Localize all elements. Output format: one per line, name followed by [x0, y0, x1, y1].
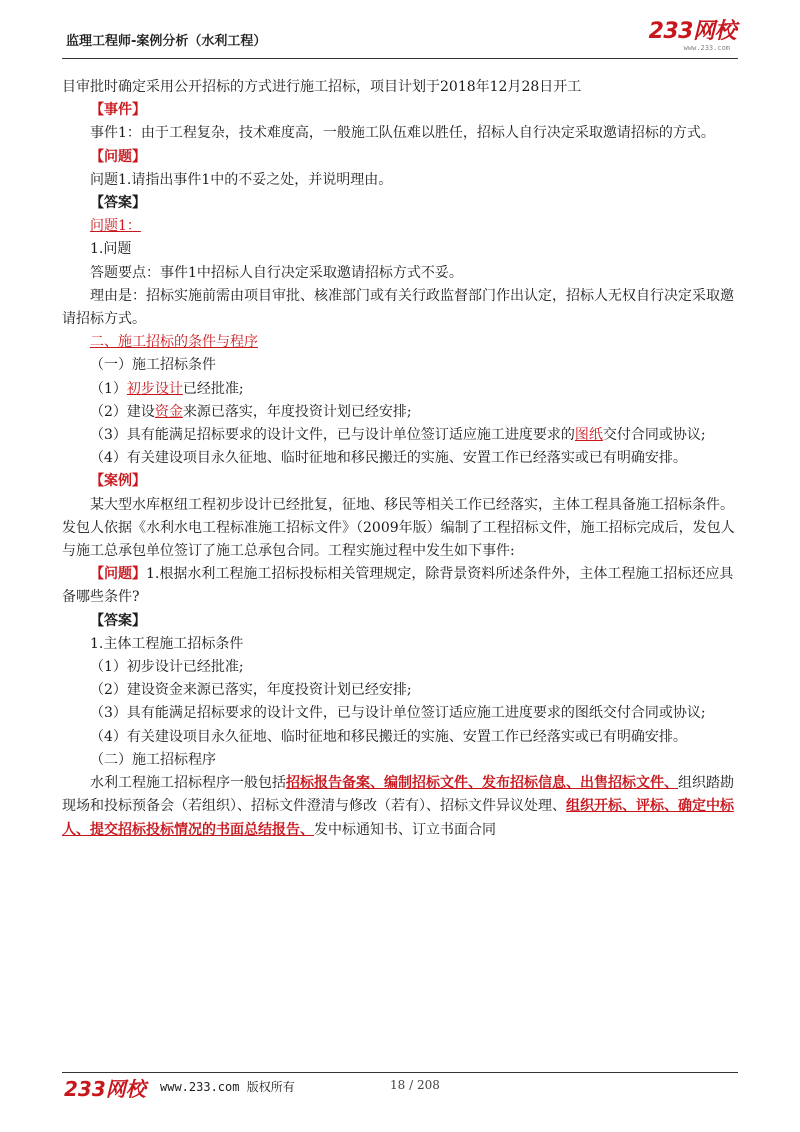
page-header	[62, 18, 738, 59]
keyword-link[interactable]: 图纸	[574, 427, 603, 444]
subsection-heading: （二）施工招标程序	[90, 751, 216, 768]
paragraph-text: 发中标通知书、订立书面合同	[314, 821, 496, 838]
list-item: （2）建设资金来源已落实，年度投资计划已经安排;	[90, 682, 412, 699]
section-tag	[62, 192, 738, 215]
section-tag	[62, 610, 738, 633]
logo-url: www.233.com	[683, 44, 730, 52]
paragraph: 事件1：由于工程复杂，技术难度高，一般施工队伍难以胜任，招标人自行决定采取邀请招标的方式。	[90, 125, 715, 142]
section-title: 二、施工招标的条件与程序	[90, 334, 258, 351]
list-text: （2）建设	[90, 403, 155, 420]
paragraph: 1.主体工程施工招标条件	[90, 635, 244, 652]
paragraph	[62, 563, 738, 609]
logo-text: 233网校	[648, 19, 736, 44]
list-item	[62, 378, 738, 401]
footer-copyright: www.233.com 版权所有	[160, 1080, 295, 1094]
section-tag	[62, 146, 738, 169]
list-item: （3）具有能满足招标要求的设计文件，已与设计单位签订适应施工进度要求的图纸交付合同或协议;	[90, 705, 706, 722]
page-number: 18 / 208	[390, 1078, 440, 1092]
list-text: （1）	[90, 380, 127, 397]
tag-case: 【案例】	[90, 473, 146, 490]
list-item: （4）有关建设项目永久征地、临时征地和移民搬迁的实施、安置工作已经落实或已有明确安排。	[90, 728, 687, 745]
paragraph	[62, 772, 738, 842]
paragraph: 目审批时确定采用公开招标的方式进行施工招标，项目计划于2018年12月28日开工	[62, 79, 582, 95]
brand-logo[interactable]	[649, 20, 736, 52]
footer-logo[interactable]: 233网校	[64, 1077, 146, 1101]
paragraph: 问题1.请指出事件1中的不妥之处，并说明理由。	[90, 171, 393, 188]
subsection-heading: （一）施工招标条件	[90, 357, 216, 374]
list-text: （3）具有能满足招标要求的设计文件，已与设计单位签订适应施工进度要求的	[90, 427, 575, 444]
keyword-link[interactable]: 资金	[154, 403, 183, 420]
list-text: 来源已落实，年度投资计划已经安排;	[182, 403, 412, 420]
tag-question: 【问题】	[90, 148, 146, 165]
document-body	[62, 76, 738, 842]
keyword-link[interactable]: 初步设计	[126, 380, 183, 397]
list-item	[62, 424, 738, 447]
list-item: （4）有关建设项目永久征地、临时征地和移民搬迁的实施、安置工作已经落实或已有明确安排。	[90, 450, 687, 467]
paragraph-text: 组织踏勘现场和投标预备会（若组织）、招标文件澄清与修改（若有）、招标文件异议处理、	[62, 775, 734, 815]
list-text: 交付合同或协议;	[602, 427, 706, 444]
tag-answer: 【答案】	[90, 612, 146, 629]
answer-label: 问题1：	[90, 218, 141, 235]
tag-answer: 【答案】	[90, 195, 146, 212]
paragraph	[62, 215, 738, 238]
section-tag	[62, 470, 738, 493]
section-tag	[62, 99, 738, 122]
paragraph-text: 水利工程施工招标程序一般包括	[90, 775, 286, 792]
page-footer	[62, 1072, 738, 1103]
section-heading	[62, 331, 738, 354]
paragraph: 答题要点：事件1中招标人自行决定采取邀请招标方式不妥。	[90, 264, 463, 281]
paragraph: 1.问题	[90, 241, 132, 258]
document-title: 监理工程师-案例分析（水利工程）	[66, 34, 267, 49]
tag-question: 【问题】	[90, 566, 146, 583]
keyword-link[interactable]: 组织开标、评标、确定中标人、提交招标投标情况的书面总结报告、	[62, 798, 734, 838]
list-text: 已经批准;	[182, 380, 244, 397]
keyword-link[interactable]: 招标报告备案、编制招标文件、发布招标信息、出售招标文件、	[286, 775, 678, 792]
paragraph: 理由是：招标实施前需由项目审批、核准部门或有关行政监督部门作出认定，招标人无权自行决定采取邀请招标方式。	[62, 287, 734, 328]
tag-event: 【事件】	[90, 102, 146, 119]
list-item	[62, 401, 738, 424]
paragraph: 某大型水库枢纽工程初步设计已经批复，征地、移民等相关工作已经落实，主体工程具备施工招标条件。发包人依据《水利水电工程标准施工招标文件》（2009年版）编制了工程招标文件，施工招标完成后，发包人与施工总承包单位签订了施工总承包合同。工程实施过程中发生如下事件:	[62, 496, 735, 560]
question-text: 1.根据水利工程施工招标投标相关管理规定，除背景资料所述条件外，主体工程施工招标还应具备哪些条件?	[62, 566, 734, 606]
list-item: （1）初步设计已经批准;	[90, 659, 244, 676]
